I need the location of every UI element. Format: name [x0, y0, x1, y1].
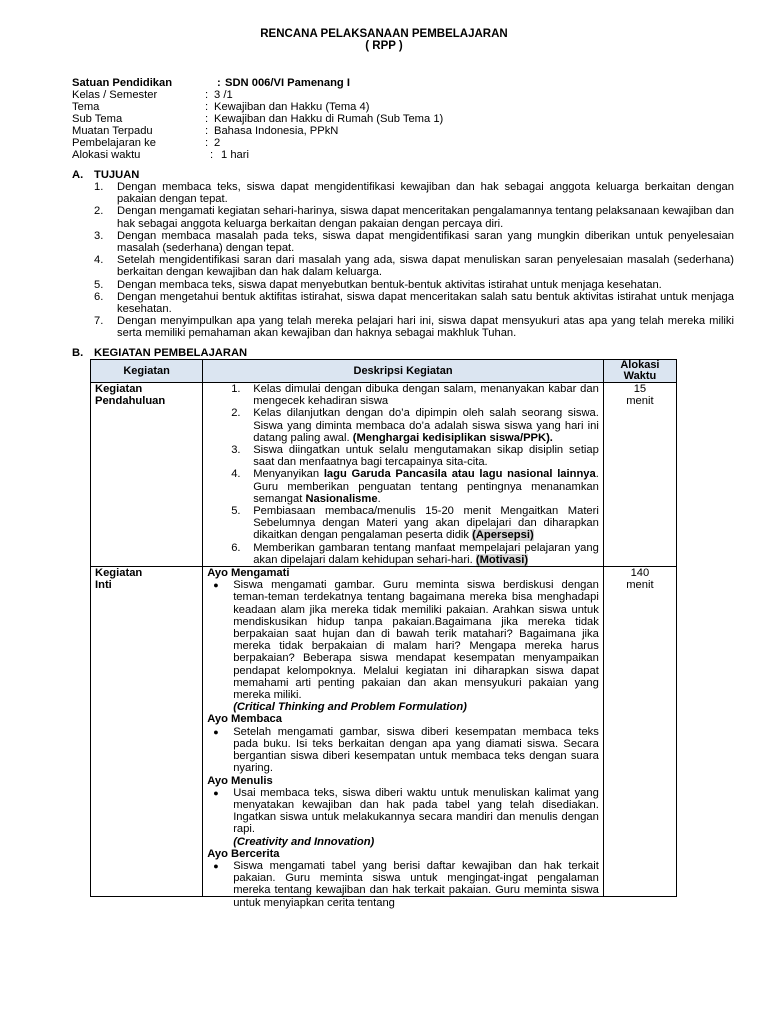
item-number: 4. [94, 254, 104, 267]
item-text: Dengan membaca teks, siswa dapat menyebutkan bentuk-bentuk aktivitas istirahat untuk menjaga kesehatan. [117, 278, 662, 291]
step-emphasis: (Menghargai kedisiplikan siswa/PPK). [352, 431, 553, 444]
step-number: 6. [231, 541, 241, 554]
section-heading-tujuan [72, 169, 139, 181]
bullet-item [207, 726, 599, 775]
identity-colon: : [210, 149, 214, 161]
section-title: TUJUAN [94, 169, 140, 181]
bullet-icon: ● [213, 580, 219, 591]
identity-key: Satuan Pendidikan [72, 77, 173, 89]
subheading-ayo-membaca: Ayo Membaca [207, 713, 283, 726]
bullet-item [207, 787, 599, 848]
identity-value: 2 [214, 137, 221, 149]
item-text: Setelah mengidentifikasi saran dari masalah yang ada, siswa dapat menuliskan saran penyelesaian masalah (sederhana) berkaitan dengan kewajiban dan hak dalam keluarga. [117, 254, 734, 279]
inti-content [207, 567, 599, 909]
item-text: Dengan membaca masalah pada teks, siswa dapat mengidentifikasi saran yang mungkin diberikan untuk penyelesaian masalah (sederhana) dengan tepat. [117, 229, 734, 255]
step-number: 5. [231, 505, 241, 518]
step-item [207, 444, 599, 468]
step-text: Menyanyikan [253, 468, 324, 481]
table-row-inti [91, 567, 677, 897]
section-title: KEGIATAN PEMBELAJARAN [94, 347, 248, 359]
identity-value: 1 hari [221, 149, 249, 161]
subheading-ayo-menulis: Ayo Menulis [207, 774, 273, 787]
tujuan-item [94, 181, 734, 205]
item-text: Dengan membaca teks, siswa dapat mengidentifikasi kewajiban dan hak sebagai anggota keluarga berkaitan dengan pakaian dengan tepat. [117, 181, 734, 206]
bullet-list [207, 860, 599, 909]
tujuan-item [94, 230, 734, 254]
item-number: 2. [94, 205, 104, 218]
identity-colon: : [205, 89, 209, 101]
bullet-icon: ● [213, 787, 219, 798]
section-heading-kegiatan [72, 347, 247, 359]
highlight-label: (Apersepsi) [472, 529, 534, 542]
pendahuluan-description [203, 383, 604, 567]
identity-value: Kewajiban dan Hakku di Rumah (Sub Tema 1) [214, 113, 444, 125]
tujuan-item [94, 205, 734, 229]
identity-key: Pembelajaran ke [72, 137, 156, 149]
step-number: 2. [231, 407, 241, 420]
step-text: Pembiasaan membaca/menulis 15-20 menit Mengaitkan Materi Sebelumnya dengan Materi yang akan dipelajari dan diharapkan dikaitkan dengan pengalaman peserta didik [253, 505, 599, 542]
step-number: 3. [231, 444, 241, 457]
step-text: . [377, 492, 381, 505]
kegiatan-label-text: Kegiatan Inti [95, 567, 143, 592]
bullet-icon: ● [213, 860, 219, 871]
bullet-text: Setelah mengamati gambar, siswa diberi kesempatan membaca teks pada buku. Isi teks berkaitan dengan apa yang diamati siswa. Secara bergantian siswa diberi kesempatan untuk membaca teks dengan suara nyaring. [233, 725, 599, 775]
header-deskripsi: Deskripsi Kegiatan [203, 360, 604, 383]
step-item [207, 542, 599, 566]
item-number: 3. [94, 229, 104, 242]
header-kegiatan: Kegiatan [91, 360, 203, 383]
section-number: B. [72, 347, 84, 359]
identity-key: Tema [72, 101, 100, 113]
identity-key: Alokasi waktu [72, 149, 141, 161]
kegiatan-label: Kegiatan Pendahuluan [91, 383, 203, 567]
bullet-text: Siswa mengamati tabel yang berisi daftar kewajiban dan hak terkait pakaian. Guru meminta siswa untuk mengingat-ingat pengalaman mereka tentang kewajiban dan hak terkait pakaian. Guru meminta siswa untuk menyiapkan cerita tentang [233, 859, 599, 909]
alokasi-inti [603, 567, 676, 897]
identity-value: SDN 006/VI Pamenang I [225, 77, 350, 89]
alokasi-value: 140 menit [626, 567, 654, 592]
bullet-item [207, 860, 599, 909]
table-header-row [91, 360, 677, 383]
step-item [207, 468, 599, 505]
bullet-list [207, 726, 599, 775]
step-item [207, 383, 599, 407]
identity-key: Sub Tema [72, 113, 123, 125]
bullet-list [207, 787, 599, 848]
kegiatan-table [90, 359, 677, 909]
step-item [207, 407, 599, 444]
item-number: 7. [94, 315, 104, 328]
document-subtitle: ( RPP ) [365, 40, 403, 52]
pendahuluan-steps [207, 383, 599, 566]
highlight-label: (Motivasi) [475, 553, 529, 566]
bullet-text: Usai membaca teks, siswa diberi waktu untuk menuliskan kalimat yang menyatakan kewajiban dan hak pada tabel yang telah disediakan. Ingatkan siswa untuk melakukannya secara mandiri dan menulis dengan rapi. [233, 786, 599, 836]
identity-colon: : [205, 137, 209, 149]
bullet-item [207, 579, 599, 713]
header-alokasi: Alokasi Waktu [603, 360, 676, 383]
item-text: Dengan menyimpulkan apa yang telah mereka pelajari hari ini, siswa dapat mensyukuri atas apa yang telah mereka miliki serta memiliki pemahaman akan kewajiban dan haknya sebagai makhluk Tuhan. [117, 315, 734, 340]
document-title: RENCANA PELAKSANAAN PEMBELAJARAN [260, 28, 508, 40]
inti-description [203, 567, 604, 909]
bullet-icon: ● [213, 726, 219, 737]
section-number: A. [72, 169, 84, 181]
identity-value: Kewajiban dan Hakku (Tema 4) [214, 101, 370, 113]
item-number: 6. [94, 290, 104, 303]
item-number: 5. [94, 278, 104, 291]
identity-colon: : [205, 101, 209, 113]
subheading-ayo-mengamati: Ayo Mengamati [207, 567, 290, 580]
identity-colon: : [217, 77, 221, 89]
step-text: Kelas dilanjutkan dengan do’a dipimpin oleh salah seorang siswa. Siswa yang diminta membaca do’a adalah siswa siswa yang hari ini datang paling awal. [253, 407, 599, 444]
subheading-ayo-bercerita: Ayo Bercerita [207, 847, 280, 860]
tujuan-item [94, 315, 734, 339]
step-number: 4. [231, 468, 241, 481]
tujuan-item [94, 291, 734, 315]
step-item [207, 505, 599, 542]
tujuan-item [94, 254, 734, 278]
step-text: Siswa diingatkan untuk selalu mengutamakan sikap disiplin setiap saat dan menfaatnya bagi tercapainya sita-cita. [253, 444, 599, 469]
item-text: Dengan mengamati kegiatan sehari-harinya, siswa dapat menceritakan pengalamannya tentang pelaksanaan kewajiban dan hak sebagai anggota keluarga berkaitan dengan pakaian dengan percaya diri. [117, 205, 734, 230]
tujuan-item [94, 279, 734, 291]
alokasi-pendahuluan [603, 383, 676, 567]
item-text: Dengan mengetahui bentuk aktifitas istirahat, siswa dapat menceritakan salah satu bentuk aktivitas istirahat untuk menjaga kesehatan. [117, 290, 734, 316]
kegiatan-label [91, 567, 203, 897]
step-text: . Guru memberikan penguatan tentang pentingnya menanamkan semangat [253, 468, 599, 505]
identity-value: Bahasa Indonesia, PPkN [214, 125, 339, 137]
step-text: Kelas dimulai dengan dibuka dengan salam, menanyakan kabar dan mengecek kehadiran siswa [253, 383, 599, 408]
skill-label: (Creativity and Innovation) [233, 835, 375, 848]
table-row-pendahuluan [91, 383, 677, 567]
item-number: 1. [94, 181, 104, 193]
identity-colon: : [205, 125, 209, 137]
tujuan-list [94, 181, 734, 340]
bullet-text: Siswa mengamati gambar. Guru meminta siswa berdiskusi dengan teman-teman terdekatnya tentang bagaimana mereka bisa menghadapi keadaan alam jika mereka tidak memiliki pakaian. Arahkan siswa untuk mendiskusikan hidup tanpa pakaian.Bagaimana jika mereka tidak berpakaian saat hujan dan di bawah terik matahari? Bagaimana jika mereka tidak berpakaian di malam hari? Mengapa mereka harus berpakaian? Beberapa siswa mendapat kesempatan menyampaikan pendapat kelompoknya. Melalui kegiatan ini diharapkan siswa dapat memahami arti penting pakaian dan akan mensyukuri pakaian yang mereka miliki. [233, 579, 599, 702]
bullet-list [207, 579, 599, 713]
identity-colon: : [205, 113, 209, 125]
identity-value: 3 /1 [214, 89, 233, 101]
identity-key: Muatan Terpadu [72, 125, 153, 137]
skill-label: (Critical Thinking and Problem Formulation) [233, 701, 467, 714]
alokasi-value: 15 menit [626, 383, 654, 408]
step-emphasis: lagu Garuda Pancasila atau lagu nasional lainnya [323, 468, 596, 481]
step-emphasis: Nasionalisme [305, 492, 378, 505]
step-text: Memberikan gambaran tentang manfaat mempelajari pelajaran yang akan dipelajari dalam kehidupan sehari-hari. [253, 541, 599, 566]
step-number: 1. [231, 383, 241, 395]
identity-key: Kelas / Semester [72, 89, 158, 101]
